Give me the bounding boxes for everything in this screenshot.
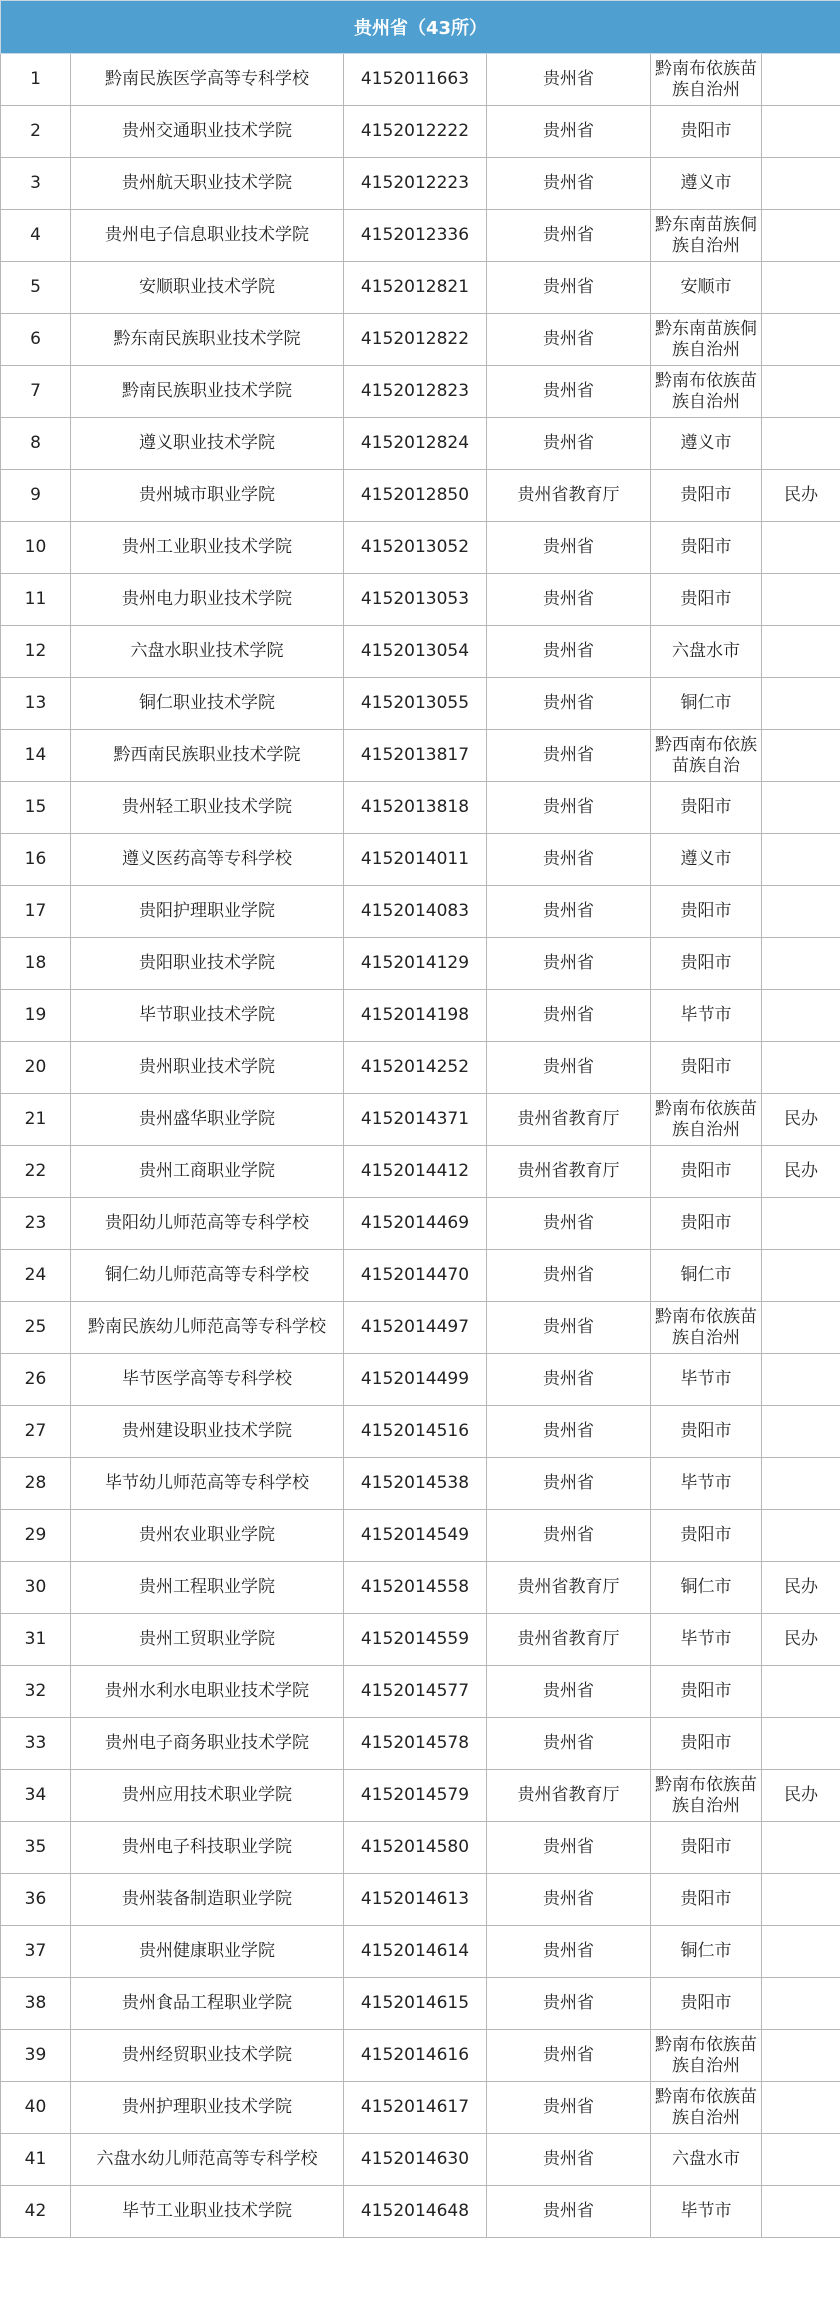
authority-cell: 贵州省 xyxy=(487,1822,651,1874)
school-code-cell: 4152013053 xyxy=(344,574,487,626)
table-row xyxy=(1,1458,840,1510)
school-code-cell: 4152011663 xyxy=(344,54,487,106)
school-name-cell: 贵阳职业技术学院 xyxy=(71,938,344,990)
school-code-cell: 4152014559 xyxy=(344,1614,487,1666)
school-name-cell: 贵州轻工职业技术学院 xyxy=(71,782,344,834)
row-number-cell: 1 xyxy=(1,54,71,106)
table-body xyxy=(1,54,840,2238)
location-cell: 黔南布依族苗族自治州 xyxy=(651,2082,762,2134)
location-cell: 铜仁市 xyxy=(651,1926,762,1978)
table-row xyxy=(1,1666,840,1718)
location-cell: 黔东南苗族侗族自治州 xyxy=(651,314,762,366)
school-code-cell: 4152014617 xyxy=(344,2082,487,2134)
table-row xyxy=(1,1302,840,1354)
table-row xyxy=(1,782,840,834)
school-name-cell: 贵州航天职业技术学院 xyxy=(71,158,344,210)
remark-cell: 民办 xyxy=(762,1614,840,1666)
school-name-cell: 贵州盛华职业学院 xyxy=(71,1094,344,1146)
remark-cell xyxy=(762,1198,840,1250)
remark-cell xyxy=(762,1458,840,1510)
authority-cell: 贵州省 xyxy=(487,678,651,730)
remark-cell xyxy=(762,522,840,574)
authority-cell: 贵州省 xyxy=(487,210,651,262)
row-number-cell: 30 xyxy=(1,1562,71,1614)
authority-cell: 贵州省 xyxy=(487,1198,651,1250)
table-row xyxy=(1,1718,840,1770)
school-name-cell: 贵州城市职业学院 xyxy=(71,470,344,522)
authority-cell: 贵州省 xyxy=(487,1042,651,1094)
school-name-cell: 毕节工业职业技术学院 xyxy=(71,2186,344,2238)
authority-cell: 贵州省 xyxy=(487,1406,651,1458)
row-number-cell: 5 xyxy=(1,262,71,314)
authority-cell: 贵州省 xyxy=(487,730,651,782)
school-name-cell: 贵州工贸职业学院 xyxy=(71,1614,344,1666)
school-name-cell: 安顺职业技术学院 xyxy=(71,262,344,314)
remark-cell xyxy=(762,574,840,626)
remark-cell xyxy=(762,418,840,470)
school-code-cell: 4152014615 xyxy=(344,1978,487,2030)
school-name-cell: 贵州建设职业技术学院 xyxy=(71,1406,344,1458)
authority-cell: 贵州省 xyxy=(487,1926,651,1978)
school-code-cell: 4152012223 xyxy=(344,158,487,210)
location-cell: 遵义市 xyxy=(651,158,762,210)
row-number-cell: 41 xyxy=(1,2134,71,2186)
table-row xyxy=(1,1874,840,1926)
row-number-cell: 3 xyxy=(1,158,71,210)
school-code-cell: 4152014516 xyxy=(344,1406,487,1458)
location-cell: 贵阳市 xyxy=(651,886,762,938)
remark-cell xyxy=(762,782,840,834)
row-number-cell: 28 xyxy=(1,1458,71,1510)
school-code-cell: 4152012822 xyxy=(344,314,487,366)
remark-cell xyxy=(762,54,840,106)
table-row xyxy=(1,1822,840,1874)
school-code-cell: 4152014469 xyxy=(344,1198,487,1250)
school-code-cell: 4152014579 xyxy=(344,1770,487,1822)
location-cell: 贵阳市 xyxy=(651,938,762,990)
authority-cell: 贵州省 xyxy=(487,106,651,158)
authority-cell: 贵州省 xyxy=(487,54,651,106)
remark-cell xyxy=(762,1510,840,1562)
school-name-cell: 黔东南民族职业技术学院 xyxy=(71,314,344,366)
school-name-cell: 贵州电子科技职业学院 xyxy=(71,1822,344,1874)
authority-cell: 贵州省 xyxy=(487,158,651,210)
remark-cell xyxy=(762,1874,840,1926)
location-cell: 黔东南苗族侗族自治州 xyxy=(651,210,762,262)
school-code-cell: 4152012824 xyxy=(344,418,487,470)
row-number-cell: 26 xyxy=(1,1354,71,1406)
location-cell: 贵阳市 xyxy=(651,1822,762,1874)
authority-cell: 贵州省 xyxy=(487,2186,651,2238)
school-code-cell: 4152014577 xyxy=(344,1666,487,1718)
remark-cell xyxy=(762,1042,840,1094)
authority-cell: 贵州省 xyxy=(487,1302,651,1354)
authority-cell: 贵州省 xyxy=(487,2030,651,2082)
school-name-cell: 贵州食品工程职业学院 xyxy=(71,1978,344,2030)
row-number-cell: 31 xyxy=(1,1614,71,1666)
school-code-cell: 4152014129 xyxy=(344,938,487,990)
remark-cell xyxy=(762,1926,840,1978)
row-number-cell: 23 xyxy=(1,1198,71,1250)
remark-cell xyxy=(762,626,840,678)
school-name-cell: 黔西南民族职业技术学院 xyxy=(71,730,344,782)
school-name-cell: 贵州电子信息职业技术学院 xyxy=(71,210,344,262)
school-name-cell: 贵州工程职业学院 xyxy=(71,1562,344,1614)
table-row xyxy=(1,1614,840,1666)
authority-cell: 贵州省教育厅 xyxy=(487,1614,651,1666)
school-code-cell: 4152014198 xyxy=(344,990,487,1042)
remark-cell xyxy=(762,886,840,938)
location-cell: 贵阳市 xyxy=(651,1666,762,1718)
row-number-cell: 37 xyxy=(1,1926,71,1978)
row-number-cell: 9 xyxy=(1,470,71,522)
table-row xyxy=(1,1198,840,1250)
authority-cell: 贵州省 xyxy=(487,1250,651,1302)
table-row xyxy=(1,522,840,574)
remark-cell xyxy=(762,2082,840,2134)
authority-cell: 贵州省 xyxy=(487,314,651,366)
location-cell: 黔南布依族苗族自治州 xyxy=(651,1094,762,1146)
school-name-cell: 遵义医药高等专科学校 xyxy=(71,834,344,886)
remark-cell xyxy=(762,106,840,158)
authority-cell: 贵州省教育厅 xyxy=(487,1094,651,1146)
school-code-cell: 4152012850 xyxy=(344,470,487,522)
table-row xyxy=(1,366,840,418)
row-number-cell: 29 xyxy=(1,1510,71,1562)
school-name-cell: 贵州经贸职业技术学院 xyxy=(71,2030,344,2082)
school-code-cell: 4152014497 xyxy=(344,1302,487,1354)
school-code-cell: 4152014499 xyxy=(344,1354,487,1406)
row-number-cell: 21 xyxy=(1,1094,71,1146)
school-name-cell: 毕节幼儿师范高等专科学校 xyxy=(71,1458,344,1510)
school-code-cell: 4152012336 xyxy=(344,210,487,262)
remark-cell: 民办 xyxy=(762,470,840,522)
row-number-cell: 42 xyxy=(1,2186,71,2238)
school-name-cell: 贵州工业职业技术学院 xyxy=(71,522,344,574)
school-code-cell: 4152014252 xyxy=(344,1042,487,1094)
school-code-cell: 4152014470 xyxy=(344,1250,487,1302)
row-number-cell: 13 xyxy=(1,678,71,730)
location-cell: 贵阳市 xyxy=(651,522,762,574)
school-name-cell: 贵州电子商务职业技术学院 xyxy=(71,1718,344,1770)
remark-cell xyxy=(762,2134,840,2186)
location-cell: 安顺市 xyxy=(651,262,762,314)
table-row xyxy=(1,262,840,314)
table-row xyxy=(1,2134,840,2186)
row-number-cell: 19 xyxy=(1,990,71,1042)
authority-cell: 贵州省 xyxy=(487,990,651,1042)
school-code-cell: 4152014011 xyxy=(344,834,487,886)
table-row xyxy=(1,1250,840,1302)
location-cell: 黔南布依族苗族自治州 xyxy=(651,366,762,418)
location-cell: 遵义市 xyxy=(651,418,762,470)
school-name-cell: 铜仁职业技术学院 xyxy=(71,678,344,730)
location-cell: 毕节市 xyxy=(651,1354,762,1406)
school-code-cell: 4152013818 xyxy=(344,782,487,834)
authority-cell: 贵州省 xyxy=(487,366,651,418)
school-name-cell: 贵阳幼儿师范高等专科学校 xyxy=(71,1198,344,1250)
row-number-cell: 14 xyxy=(1,730,71,782)
location-cell: 贵阳市 xyxy=(651,1198,762,1250)
remark-cell xyxy=(762,2186,840,2238)
location-cell: 贵阳市 xyxy=(651,1146,762,1198)
location-cell: 毕节市 xyxy=(651,1614,762,1666)
remark-cell xyxy=(762,158,840,210)
location-cell: 毕节市 xyxy=(651,2186,762,2238)
location-cell: 黔南布依族苗族自治州 xyxy=(651,2030,762,2082)
row-number-cell: 39 xyxy=(1,2030,71,2082)
school-name-cell: 贵州交通职业技术学院 xyxy=(71,106,344,158)
row-number-cell: 20 xyxy=(1,1042,71,1094)
school-code-cell: 4152014614 xyxy=(344,1926,487,1978)
school-name-cell: 贵州农业职业学院 xyxy=(71,1510,344,1562)
table-title: 贵州省（43所） xyxy=(1,1,840,54)
table-row xyxy=(1,730,840,782)
location-cell: 遵义市 xyxy=(651,834,762,886)
school-name-cell: 黔南民族幼儿师范高等专科学校 xyxy=(71,1302,344,1354)
row-number-cell: 24 xyxy=(1,1250,71,1302)
authority-cell: 贵州省教育厅 xyxy=(487,1562,651,1614)
location-cell: 贵阳市 xyxy=(651,782,762,834)
location-cell: 贵阳市 xyxy=(651,574,762,626)
remark-cell xyxy=(762,938,840,990)
row-number-cell: 11 xyxy=(1,574,71,626)
row-number-cell: 35 xyxy=(1,1822,71,1874)
authority-cell: 贵州省 xyxy=(487,574,651,626)
table-row xyxy=(1,1042,840,1094)
row-number-cell: 2 xyxy=(1,106,71,158)
table-title-row xyxy=(1,1,840,54)
school-name-cell: 黔南民族职业技术学院 xyxy=(71,366,344,418)
school-name-cell: 贵州装备制造职业学院 xyxy=(71,1874,344,1926)
school-name-cell: 贵州健康职业学院 xyxy=(71,1926,344,1978)
row-number-cell: 7 xyxy=(1,366,71,418)
table-row xyxy=(1,1146,840,1198)
school-name-cell: 贵阳护理职业学院 xyxy=(71,886,344,938)
remark-cell xyxy=(762,1822,840,1874)
remark-cell: 民办 xyxy=(762,1094,840,1146)
row-number-cell: 27 xyxy=(1,1406,71,1458)
authority-cell: 贵州省 xyxy=(487,262,651,314)
remark-cell xyxy=(762,262,840,314)
table-row xyxy=(1,834,840,886)
location-cell: 贵阳市 xyxy=(651,470,762,522)
row-number-cell: 12 xyxy=(1,626,71,678)
school-code-cell: 4152012222 xyxy=(344,106,487,158)
remark-cell xyxy=(762,2030,840,2082)
row-number-cell: 22 xyxy=(1,1146,71,1198)
authority-cell: 贵州省 xyxy=(487,2134,651,2186)
school-code-cell: 4152014648 xyxy=(344,2186,487,2238)
table-row xyxy=(1,1562,840,1614)
school-code-cell: 4152013052 xyxy=(344,522,487,574)
location-cell: 铜仁市 xyxy=(651,1250,762,1302)
row-number-cell: 4 xyxy=(1,210,71,262)
authority-cell: 贵州省 xyxy=(487,418,651,470)
remark-cell xyxy=(762,990,840,1042)
table-row xyxy=(1,678,840,730)
table-row xyxy=(1,418,840,470)
school-name-cell: 贵州护理职业技术学院 xyxy=(71,2082,344,2134)
school-code-cell: 4152013055 xyxy=(344,678,487,730)
location-cell: 贵阳市 xyxy=(651,1978,762,2030)
school-name-cell: 遵义职业技术学院 xyxy=(71,418,344,470)
school-code-cell: 4152014580 xyxy=(344,1822,487,1874)
school-name-cell: 铜仁幼儿师范高等专科学校 xyxy=(71,1250,344,1302)
authority-cell: 贵州省教育厅 xyxy=(487,1770,651,1822)
school-name-cell: 六盘水职业技术学院 xyxy=(71,626,344,678)
row-number-cell: 18 xyxy=(1,938,71,990)
table-row xyxy=(1,574,840,626)
authority-cell: 贵州省 xyxy=(487,938,651,990)
school-code-cell: 4152014412 xyxy=(344,1146,487,1198)
row-number-cell: 38 xyxy=(1,1978,71,2030)
school-name-cell: 贵州水利水电职业技术学院 xyxy=(71,1666,344,1718)
location-cell: 六盘水市 xyxy=(651,2134,762,2186)
table-row xyxy=(1,990,840,1042)
authority-cell: 贵州省 xyxy=(487,886,651,938)
location-cell: 毕节市 xyxy=(651,1458,762,1510)
remark-cell xyxy=(762,1354,840,1406)
remark-cell xyxy=(762,834,840,886)
authority-cell: 贵州省 xyxy=(487,1874,651,1926)
row-number-cell: 36 xyxy=(1,1874,71,1926)
school-code-cell: 4152014538 xyxy=(344,1458,487,1510)
row-number-cell: 6 xyxy=(1,314,71,366)
school-code-cell: 4152014630 xyxy=(344,2134,487,2186)
location-cell: 黔南布依族苗族自治州 xyxy=(651,1302,762,1354)
authority-cell: 贵州省 xyxy=(487,782,651,834)
remark-cell xyxy=(762,678,840,730)
authority-cell: 贵州省 xyxy=(487,834,651,886)
table-row xyxy=(1,54,840,106)
location-cell: 贵阳市 xyxy=(651,1510,762,1562)
table-row xyxy=(1,1510,840,1562)
authority-cell: 贵州省 xyxy=(487,522,651,574)
location-cell: 毕节市 xyxy=(651,990,762,1042)
authority-cell: 贵州省 xyxy=(487,1666,651,1718)
authority-cell: 贵州省教育厅 xyxy=(487,1146,651,1198)
school-name-cell: 六盘水幼儿师范高等专科学校 xyxy=(71,2134,344,2186)
row-number-cell: 15 xyxy=(1,782,71,834)
authority-cell: 贵州省 xyxy=(487,2082,651,2134)
row-number-cell: 34 xyxy=(1,1770,71,1822)
table-row xyxy=(1,626,840,678)
location-cell: 贵阳市 xyxy=(651,1042,762,1094)
remark-cell: 民办 xyxy=(762,1562,840,1614)
authority-cell: 贵州省 xyxy=(487,1978,651,2030)
school-code-cell: 4152014549 xyxy=(344,1510,487,1562)
location-cell: 贵阳市 xyxy=(651,106,762,158)
location-cell: 黔西南布依族苗族自治 xyxy=(651,730,762,782)
table-row xyxy=(1,314,840,366)
row-number-cell: 25 xyxy=(1,1302,71,1354)
remark-cell xyxy=(762,730,840,782)
table-row xyxy=(1,2082,840,2134)
school-name-cell: 贵州工商职业学院 xyxy=(71,1146,344,1198)
table-row xyxy=(1,470,840,522)
row-number-cell: 40 xyxy=(1,2082,71,2134)
table-row xyxy=(1,938,840,990)
school-name-cell: 贵州职业技术学院 xyxy=(71,1042,344,1094)
remark-cell xyxy=(762,1250,840,1302)
location-cell: 铜仁市 xyxy=(651,678,762,730)
location-cell: 铜仁市 xyxy=(651,1562,762,1614)
row-number-cell: 8 xyxy=(1,418,71,470)
school-code-cell: 4152014578 xyxy=(344,1718,487,1770)
table-row xyxy=(1,210,840,262)
row-number-cell: 16 xyxy=(1,834,71,886)
school-name-cell: 黔南民族医学高等专科学校 xyxy=(71,54,344,106)
table-row xyxy=(1,1354,840,1406)
remark-cell xyxy=(762,366,840,418)
remark-cell xyxy=(762,1718,840,1770)
row-number-cell: 17 xyxy=(1,886,71,938)
remark-cell: 民办 xyxy=(762,1146,840,1198)
remark-cell xyxy=(762,1978,840,2030)
school-code-cell: 4152012821 xyxy=(344,262,487,314)
location-cell: 黔南布依族苗族自治州 xyxy=(651,54,762,106)
authority-cell: 贵州省 xyxy=(487,1458,651,1510)
remark-cell xyxy=(762,1406,840,1458)
school-name-cell: 贵州电力职业技术学院 xyxy=(71,574,344,626)
table-row xyxy=(1,1770,840,1822)
table-row xyxy=(1,106,840,158)
school-name-cell: 毕节医学高等专科学校 xyxy=(71,1354,344,1406)
authority-cell: 贵州省 xyxy=(487,1510,651,1562)
school-code-cell: 4152014558 xyxy=(344,1562,487,1614)
row-number-cell: 33 xyxy=(1,1718,71,1770)
authority-cell: 贵州省教育厅 xyxy=(487,470,651,522)
table-row xyxy=(1,2030,840,2082)
table-row xyxy=(1,2186,840,2238)
row-number-cell: 32 xyxy=(1,1666,71,1718)
remark-cell: 民办 xyxy=(762,1770,840,1822)
table-row xyxy=(1,1094,840,1146)
table-row xyxy=(1,158,840,210)
remark-cell xyxy=(762,210,840,262)
school-code-cell: 4152013817 xyxy=(344,730,487,782)
row-number-cell: 10 xyxy=(1,522,71,574)
location-cell: 贵阳市 xyxy=(651,1874,762,1926)
school-code-cell: 4152014613 xyxy=(344,1874,487,1926)
authority-cell: 贵州省 xyxy=(487,1354,651,1406)
location-cell: 贵阳市 xyxy=(651,1406,762,1458)
school-code-cell: 4152014371 xyxy=(344,1094,487,1146)
school-name-cell: 毕节职业技术学院 xyxy=(71,990,344,1042)
table-row xyxy=(1,886,840,938)
school-name-cell: 贵州应用技术职业学院 xyxy=(71,1770,344,1822)
school-code-cell: 4152014083 xyxy=(344,886,487,938)
location-cell: 贵阳市 xyxy=(651,1718,762,1770)
authority-cell: 贵州省 xyxy=(487,626,651,678)
table-row xyxy=(1,1406,840,1458)
table-row xyxy=(1,1978,840,2030)
remark-cell xyxy=(762,1302,840,1354)
remark-cell xyxy=(762,314,840,366)
school-code-cell: 4152014616 xyxy=(344,2030,487,2082)
location-cell: 黔南布依族苗族自治州 xyxy=(651,1770,762,1822)
remark-cell xyxy=(762,1666,840,1718)
school-code-cell: 4152012823 xyxy=(344,366,487,418)
school-code-cell: 4152013054 xyxy=(344,626,487,678)
table-row xyxy=(1,1926,840,1978)
authority-cell: 贵州省 xyxy=(487,1718,651,1770)
location-cell: 六盘水市 xyxy=(651,626,762,678)
